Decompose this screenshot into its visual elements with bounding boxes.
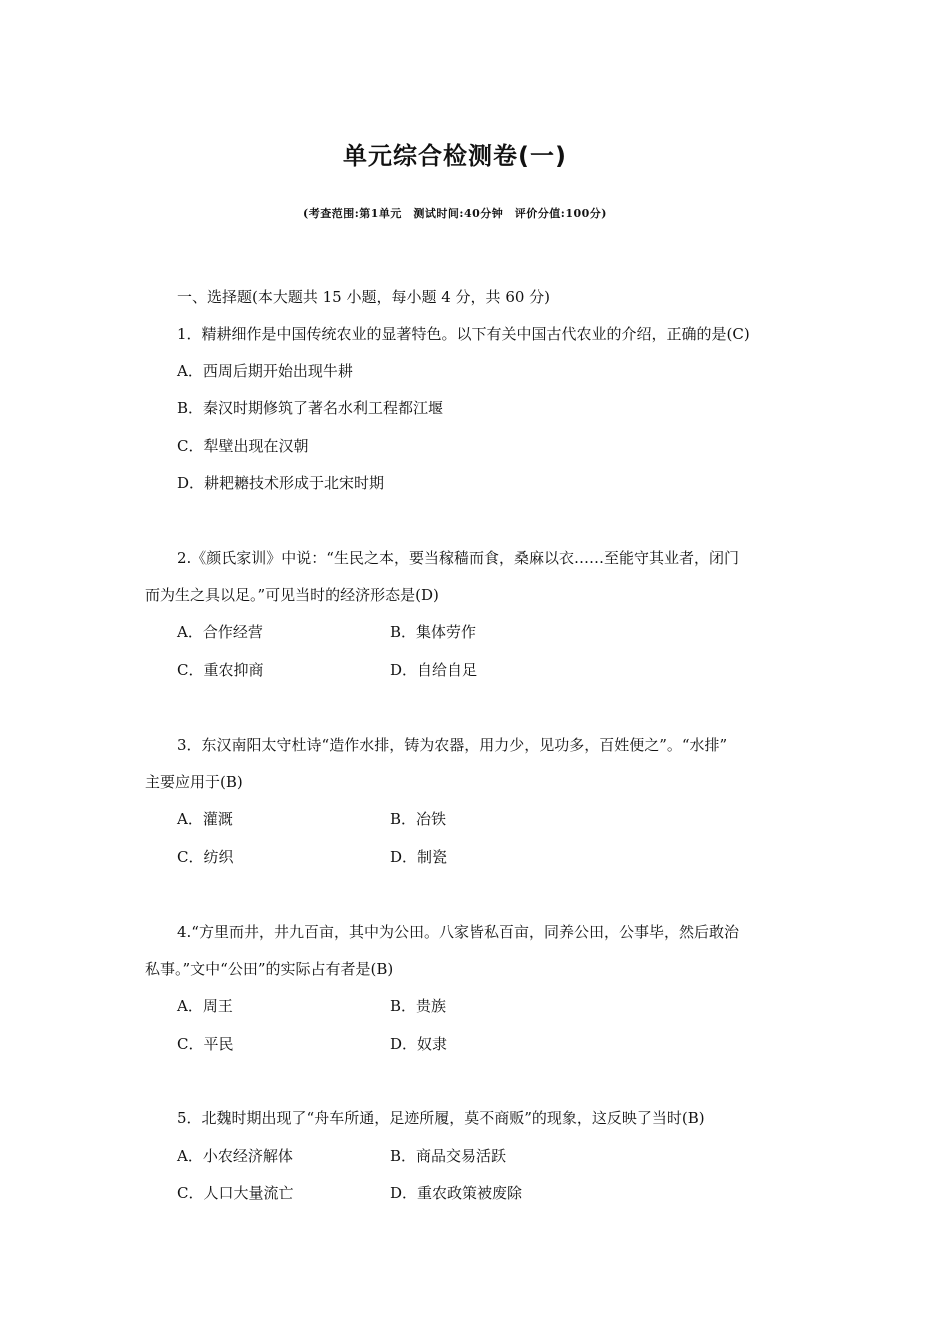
question-2-option-a: A．合作经营 xyxy=(177,623,263,641)
question-2-stem-line-1: 2.《颜氏家训》中说：“生民之本，要当稼穑而食，桑麻以衣……至能守其业者，闭门 xyxy=(177,549,739,567)
question-3-stem-line-1: 3．东汉南阳太守杜诗“造作水排，铸为农器，用力少，见功多，百姓便之”。“水排” xyxy=(177,736,728,754)
question-2-stem-line-2: 而为生之具以足。”可见当时的经济形态是(D) xyxy=(145,586,439,604)
question-4-stem-line-2: 私事。”文中“公田”的实际占有者是(B) xyxy=(145,960,394,978)
question-5-stem: 5．北魏时期出现了“舟车所通，足迹所履，莫不商贩”的现象，这反映了当时(B) xyxy=(177,1109,705,1127)
question-2-option-c: C．重农抑商 xyxy=(177,661,264,679)
question-4-option-b: B．贵族 xyxy=(390,997,447,1015)
question-4-stem-line-1: 4.“方里而井，井九百亩，其中为公田。八家皆私百亩，同养公田，公事毕，然后敢治 xyxy=(177,923,739,941)
question-4-option-d: D．奴隶 xyxy=(390,1035,448,1053)
question-2-option-d: D．自给自足 xyxy=(390,661,478,679)
question-3-option-d: D．制瓷 xyxy=(390,848,448,866)
question-5-option-b: B．商品交易活跃 xyxy=(390,1147,507,1165)
question-1-option-c: C．犁壁出现在汉朝 xyxy=(177,437,309,455)
question-5-option-d: D．重农政策被废除 xyxy=(390,1184,523,1202)
section-heading: 一、选择题(本大题共 15 小题，每小题 4 分，共 60 分) xyxy=(177,288,551,306)
question-1-option-a: A．西周后期开始出现牛耕 xyxy=(177,362,353,380)
question-4-option-a: A．周王 xyxy=(177,997,233,1015)
question-3-option-c: C．纺织 xyxy=(177,848,234,866)
question-5-option-a: A．小农经济解体 xyxy=(177,1147,293,1165)
question-4-option-c: C．平民 xyxy=(177,1035,234,1053)
question-1-option-d: D．耕耙耱技术形成于北宋时期 xyxy=(177,474,385,492)
question-2-option-b: B．集体劳作 xyxy=(390,623,477,641)
question-5-option-c: C．人口大量流亡 xyxy=(177,1184,294,1202)
question-3-stem-line-2: 主要应用于(B) xyxy=(145,773,243,791)
exam-scope-subtitle: (考查范围:第1单元 测试时间:40分钟 评价分值:100分) xyxy=(302,207,607,220)
question-1-stem: 1．精耕细作是中国传统农业的显著特色。以下有关中国古代农业的介绍，正确的是(C) xyxy=(177,325,750,343)
page-title: 单元综合检测卷(一) xyxy=(343,142,567,170)
question-3-option-a: A．灌溉 xyxy=(177,810,233,828)
question-3-option-b: B．冶铁 xyxy=(390,810,447,828)
question-1-option-b: B．秦汉时期修筑了著名水利工程都江堰 xyxy=(177,399,444,417)
